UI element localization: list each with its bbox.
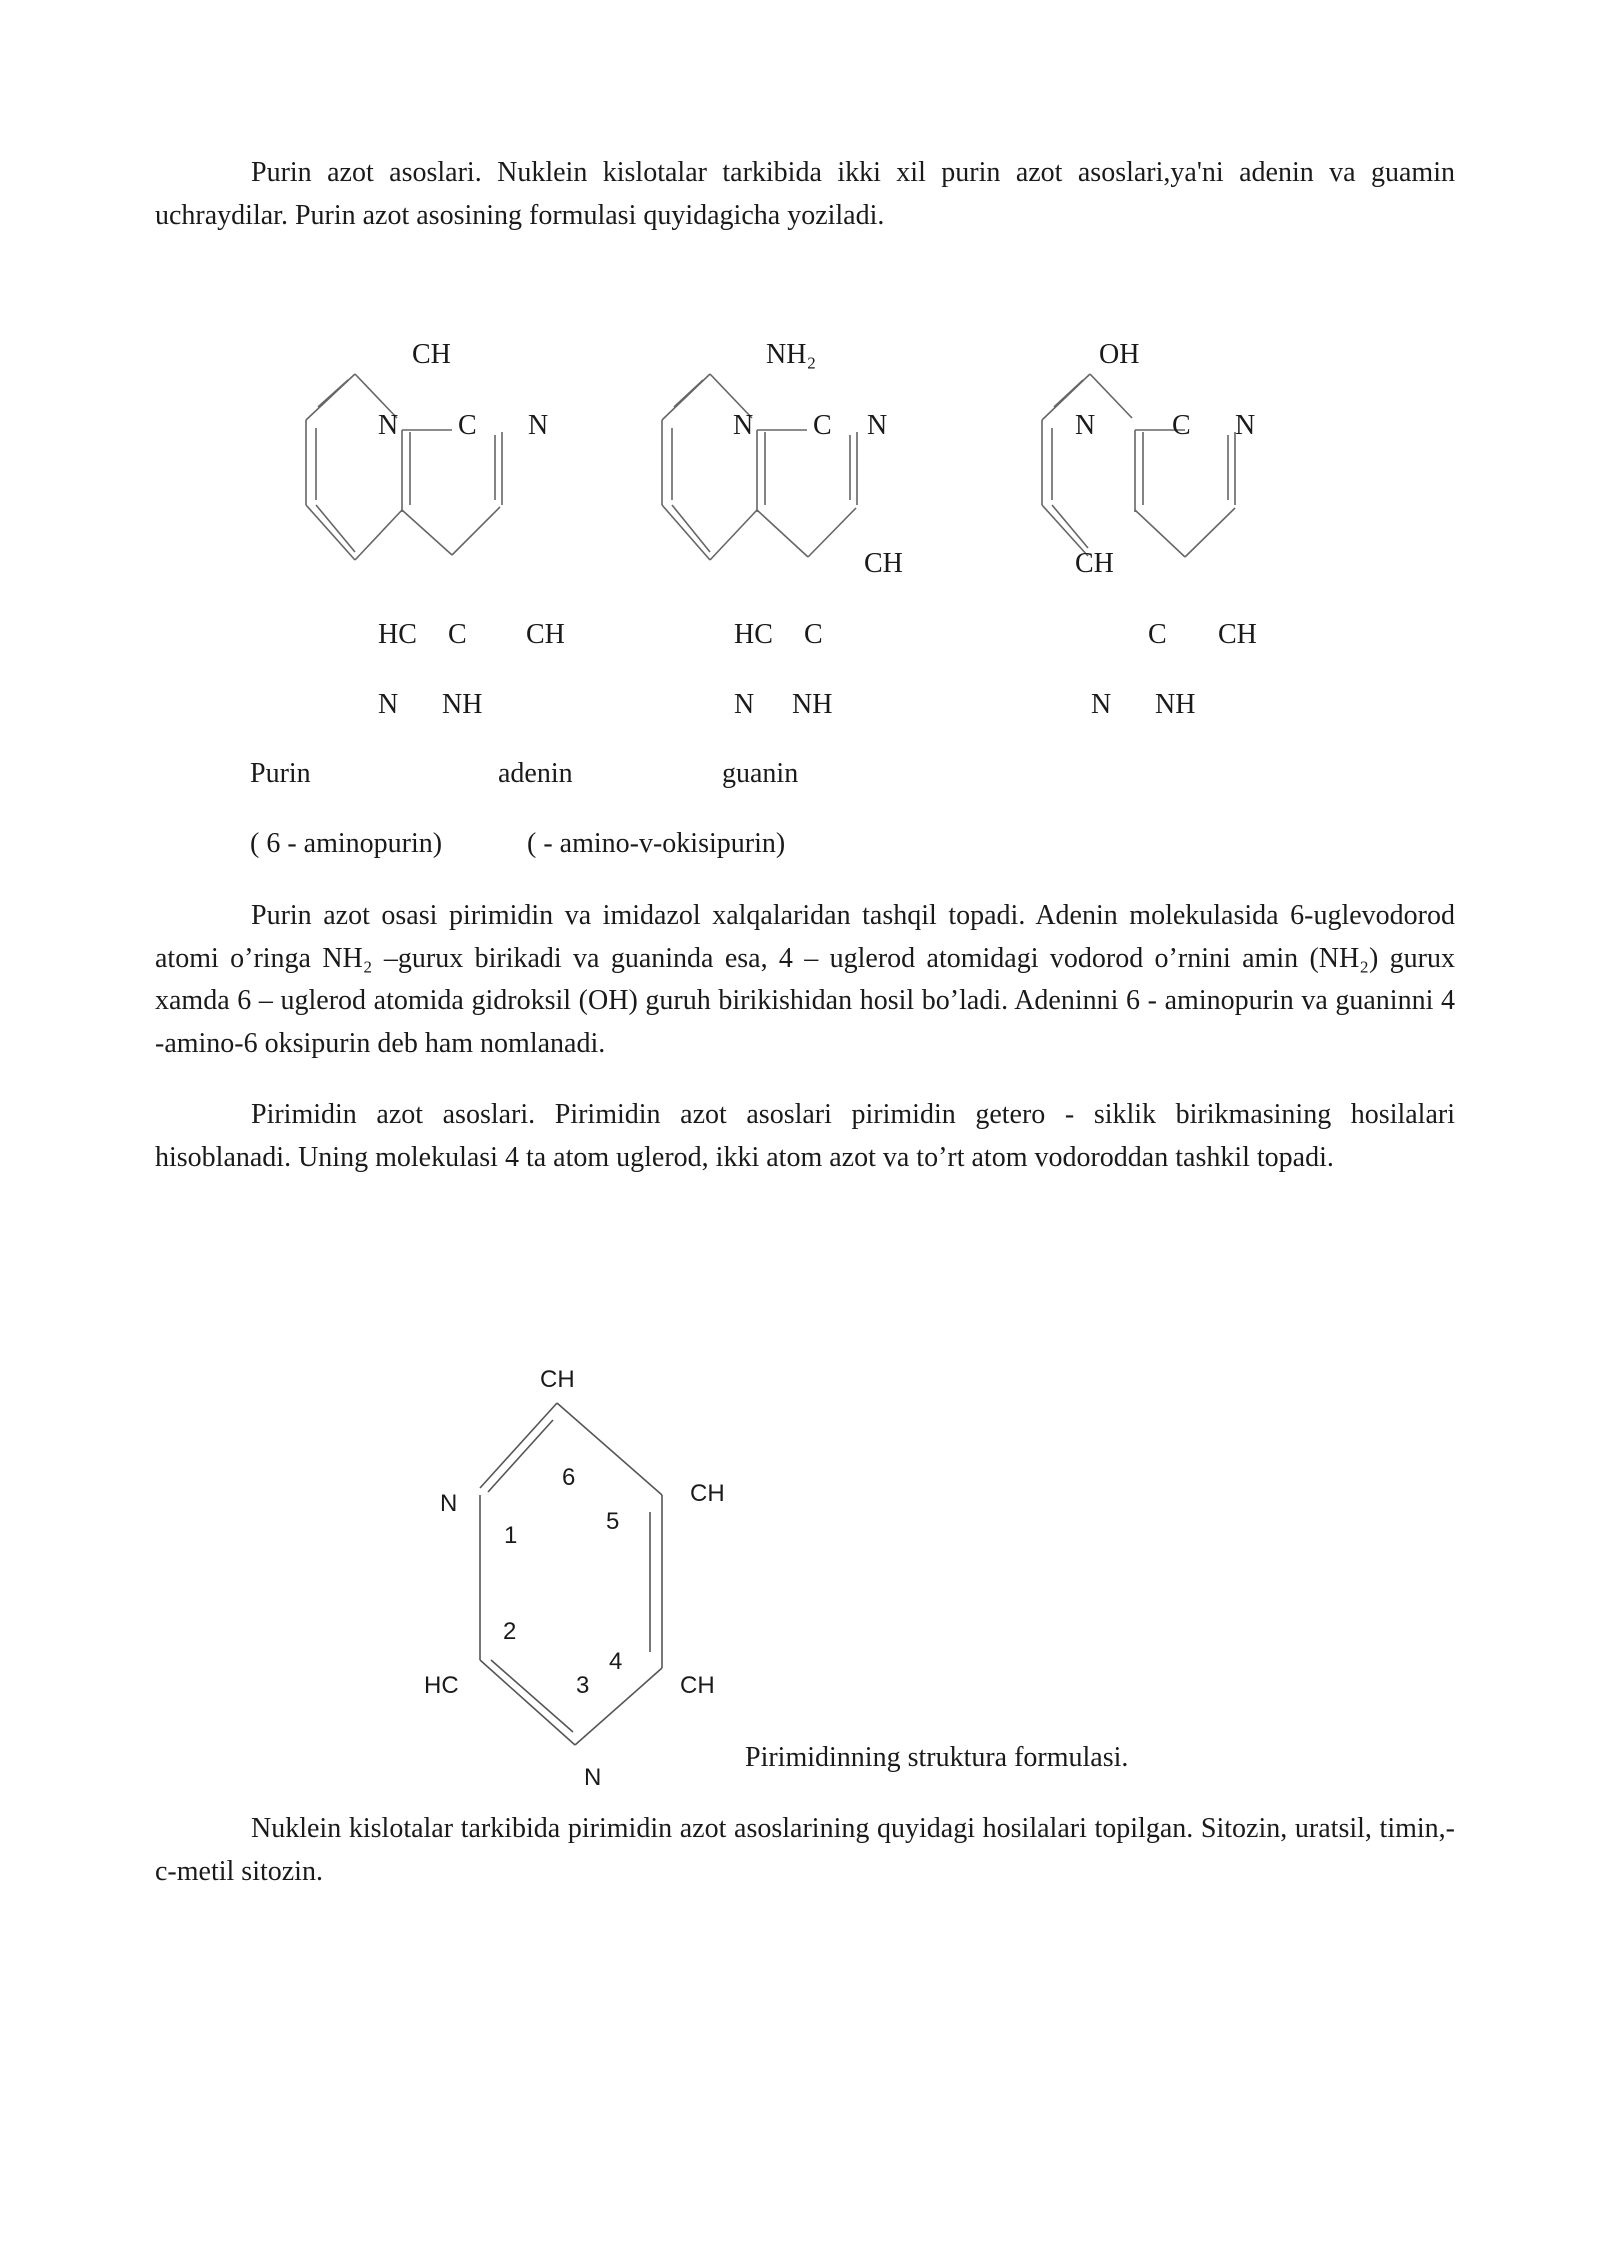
purin-nh: NH bbox=[442, 689, 483, 720]
guanin-ch2: CH bbox=[1218, 619, 1257, 650]
guanin-oh: OH bbox=[1099, 339, 1140, 370]
adenin-hc: HC bbox=[734, 619, 773, 650]
guanin-n2: N bbox=[1235, 410, 1256, 441]
pyrimidine-bonds bbox=[480, 1403, 662, 1745]
paragraph-purin-intro: Purin azot asoslari. Nuklein kislotalar tarkibida ikki xil purin azot asoslari,ya'ni adenin va guamin uchraydilar. Purin azot asosining formulasi quyidagicha yoziladi. bbox=[155, 157, 1455, 231]
pyrimidine-num-2: 2 bbox=[503, 1618, 517, 1645]
adenin-nh2: NH₂ bbox=[766, 339, 817, 370]
guanin-c: C bbox=[1172, 410, 1191, 441]
pyrimidine-num-1: 1 bbox=[504, 1522, 518, 1549]
name-amino-okisipurin: ( - amino-v-okisipurin) bbox=[527, 828, 786, 859]
purin-c2: C bbox=[448, 619, 467, 650]
pyrimidine-num-3: 3 bbox=[576, 1672, 590, 1699]
purin-hc: HC bbox=[378, 619, 417, 650]
adenin-bonds bbox=[662, 374, 857, 560]
pyrimidine-ch-right: CH bbox=[690, 1480, 725, 1507]
pyrimidine-num-5: 5 bbox=[606, 1508, 620, 1535]
purin-n2: N bbox=[528, 410, 549, 441]
pyrimidine-num-4: 4 bbox=[609, 1648, 623, 1675]
name-adenin: adenin bbox=[498, 758, 573, 789]
purin-ch-top: CH bbox=[412, 339, 451, 370]
name-guanin: guanin bbox=[722, 758, 799, 789]
pyrimidine-n1: N bbox=[440, 1490, 458, 1517]
name-aminopurin: ( 6 - aminopurin) bbox=[250, 828, 443, 859]
adenin-n2: N bbox=[867, 410, 888, 441]
purin-n1: N bbox=[378, 410, 399, 441]
guanin-ch: CH bbox=[1075, 548, 1114, 579]
guanin-nh: NH bbox=[1155, 689, 1196, 720]
purin-c: C bbox=[458, 410, 477, 441]
pyrimidine-num-6: 6 bbox=[562, 1464, 576, 1491]
guanin-n1: N bbox=[1075, 410, 1096, 441]
guanin-bonds bbox=[1042, 374, 1235, 557]
name-purin: Purin bbox=[250, 758, 311, 789]
adenin-c: C bbox=[813, 410, 832, 441]
adenin-c2: C bbox=[804, 619, 823, 650]
paragraph-pyrimidine-derivatives: Nuklein kislotalar tarkibida pirimidin azot asoslarining quyidagi hosilalari topilgan. Sitozin, uratsil, timin,- c-metil sitozin. bbox=[155, 1813, 1455, 1887]
adenin-n3: N bbox=[734, 689, 755, 720]
pyrimidine-n-bottom: N bbox=[584, 1764, 602, 1791]
guanin-n3: N bbox=[1091, 689, 1112, 720]
guanin-c2: C bbox=[1148, 619, 1167, 650]
adenin-nh: NH bbox=[792, 689, 833, 720]
pyrimidine-ch-lower: CH bbox=[680, 1672, 715, 1699]
adenin-n1: N bbox=[733, 410, 754, 441]
pyrimidine-ch-top: CH bbox=[540, 1366, 575, 1393]
paragraph-purin-description: Purin azot osasi pirimidin va imidazol xalqalaridan tashqil topadi. Adenin molekulasida 6-uglevodorod atomi o’ringa NH₂ –gurux birikadi va guaninda esa, 4 – uglerod atomidagi vodorod o’rnini amin (NH₂) gurux xamda 6 – uglerod atomida gidroksil (OH) guruh birikishidan hosil bo’ladi. Adeninni 6 - aminopurin va guaninni 4 -amino-6 oksipurin deb ham nomlanadi. bbox=[155, 900, 1455, 1059]
pyrimidine-caption: Pirimidinning struktura formulasi. bbox=[745, 1742, 1129, 1773]
purin-ch: CH bbox=[526, 619, 565, 650]
pyrimidine-hc-left: HC bbox=[424, 1672, 459, 1699]
paragraph-pyrimidine-intro: Pirimidin azot asoslari. Pirimidin azot asoslari pirimidin getero - siklik birikmasining hosilalari hisoblanadi. Uning molekulasi 4 ta atom uglerod, ikki atom azot va to’rt atom vodoroddan tashkil topadi. bbox=[155, 1099, 1455, 1173]
adenin-ch: CH bbox=[864, 548, 903, 579]
purin-bonds bbox=[306, 374, 502, 560]
purin-n3: N bbox=[378, 689, 399, 720]
